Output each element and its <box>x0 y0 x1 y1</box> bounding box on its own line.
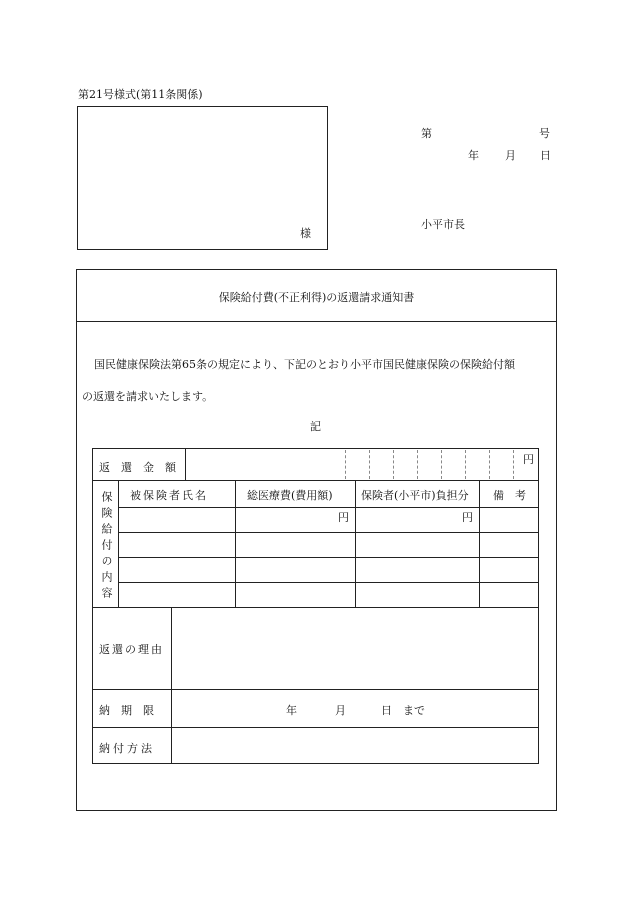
refund-amount-field[interactable] <box>186 450 536 479</box>
col-insurer-share: 保険者(小平市)負担分 <box>361 489 469 502</box>
divider <box>118 480 119 607</box>
addressee-box[interactable] <box>77 106 328 250</box>
notice-body-line2: の返還を請求いたします。 <box>82 390 214 403</box>
ki-label: 記 <box>310 420 321 433</box>
deadline-month: 月 <box>335 704 346 717</box>
number-prefix: 第 <box>421 127 432 140</box>
divider <box>479 480 480 607</box>
divider <box>118 582 538 583</box>
issuer: 小平市長 <box>421 218 465 231</box>
notice-title: 保険給付費(不正利得)の返還請求通知書 <box>218 291 415 304</box>
divider <box>118 532 538 533</box>
divider <box>118 507 538 508</box>
refund-amount-yen: 円 <box>523 453 534 466</box>
reason-field[interactable] <box>172 608 536 688</box>
col-insured-name: 被保険者氏名 <box>130 489 208 502</box>
divider <box>118 557 538 558</box>
col-total-medical: 総医療費(費用額) <box>247 489 333 502</box>
divider <box>355 480 356 607</box>
date-year: 年 <box>468 149 479 162</box>
deadline-label: 納 期 限 <box>99 704 154 717</box>
title-row <box>77 270 556 322</box>
row1-share-yen: 円 <box>462 511 473 524</box>
col-remarks: 備 考 <box>493 489 526 502</box>
row1-total-yen: 円 <box>338 511 349 524</box>
divider <box>93 480 538 481</box>
refund-table <box>92 448 539 764</box>
date-day: 日 <box>540 149 551 162</box>
deadline-year: 年 <box>286 704 297 717</box>
payment-method-label: 納付方法 <box>99 742 155 755</box>
form-number: 第21号様式(第11条関係) <box>78 88 203 101</box>
refund-amount-label: 返 還 金 額 <box>99 461 176 474</box>
notice-body-line1: 国民健康保険法第65条の規定により、下記のとおり小平市国民健康保険の保険給付額 <box>94 358 515 371</box>
payment-method-field[interactable] <box>172 728 536 763</box>
number-suffix: 号 <box>539 127 550 140</box>
deadline-day: 日 <box>381 704 392 717</box>
reason-label: 返還の理由 <box>99 643 164 656</box>
divider <box>235 480 236 607</box>
deadline-until: まで <box>403 704 425 717</box>
date-month: 月 <box>505 149 516 162</box>
benefit-content-label: 保険給付の内容 <box>100 491 113 603</box>
divider <box>93 689 538 690</box>
addressee-suffix: 様 <box>300 227 311 240</box>
